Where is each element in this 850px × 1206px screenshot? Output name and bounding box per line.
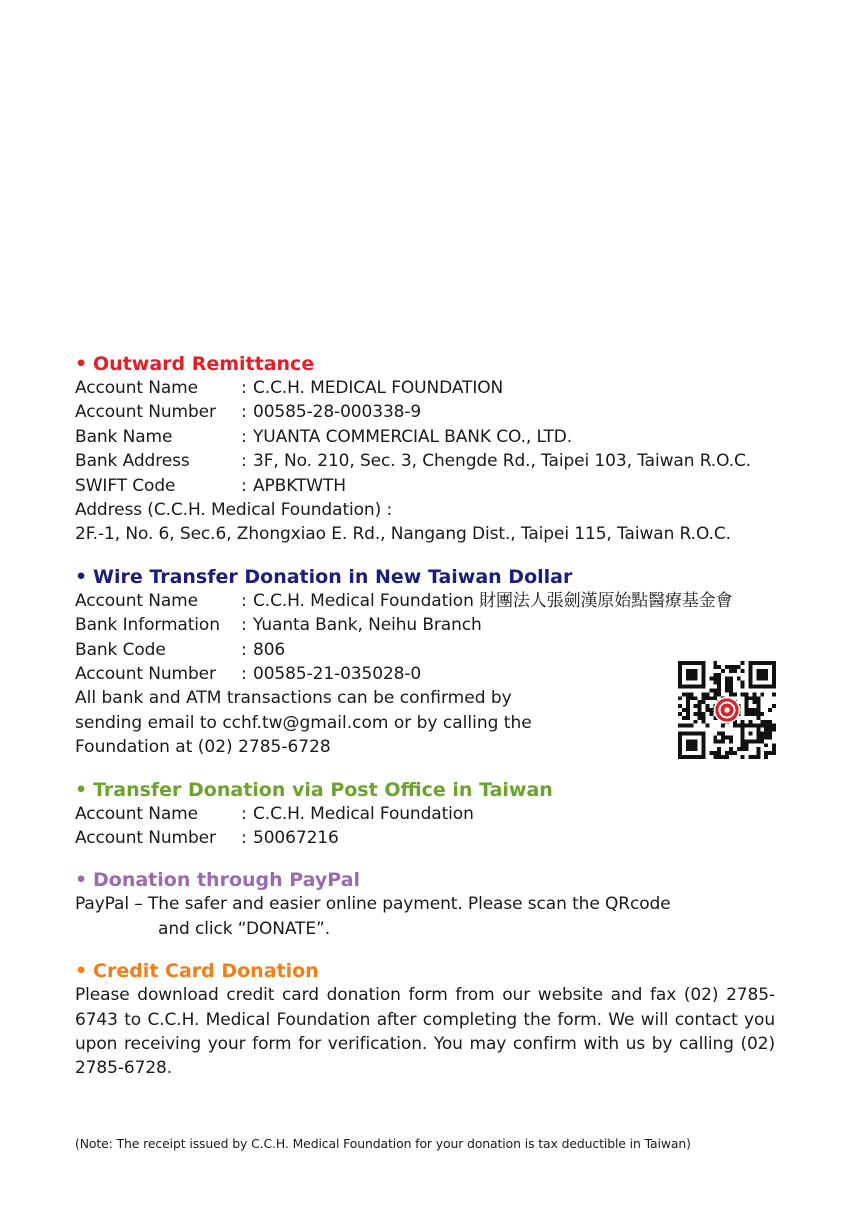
- wire-transfer-heading: • Wire Transfer Donation in New Taiwan Dollar: [75, 565, 573, 588]
- bullet-icon: •: [75, 353, 88, 375]
- credit-card-heading: • Credit Card Donation: [75, 960, 319, 983]
- info-row: Account Number : 50067216: [75, 827, 339, 848]
- donation-info: [75, 352, 775, 1099]
- post-office-section: [75, 778, 775, 851]
- info-row: Account Name : C.C.H. Medical Foundation 財團法人張劍漢原始點醫療基金會: [75, 590, 733, 611]
- foundation-address: 2F.-1, No. 6, Sec.6, Zhongxiao E. Rd., Nangang Dist., Taipei 115, Taiwan R.O.C.: [75, 524, 731, 545]
- paypal-heading: • Donation through PayPal: [75, 869, 361, 892]
- confirmation-note: All bank and ATM transactions can be confirmed by sending email to cchf.tw@gmail.com or by calling the Foundation at (02) 2785-6728: [75, 688, 532, 758]
- post-office-heading: • Transfer Donation via Post Office in Taiwan: [75, 778, 553, 801]
- paypal-section: [75, 868, 775, 941]
- wire-transfer-section: [75, 565, 775, 760]
- bullet-icon: •: [75, 778, 88, 801]
- info-row: Bank Information : Yuanta Bank, Neihu Branch: [75, 615, 482, 636]
- outward-remittance-section: [75, 352, 775, 547]
- info-row: Bank Code : 806: [75, 639, 286, 660]
- outward-remittance-heading: • Outward Remittance: [75, 353, 315, 375]
- info-row: Account Name : C.C.H. Medical Foundation: [75, 803, 474, 824]
- info-row: SWIFT Code : APBKTWTH: [75, 475, 346, 496]
- info-row: Bank Address : 3F, No. 210, Sec. 3, Chengde Rd., Taipei 103, Taiwan R.O.C.: [75, 451, 752, 472]
- paypal-description: PayPal – The safer and easier online payment. Please scan the QRcode: [75, 894, 671, 915]
- tax-deductible-note: (Note: The receipt issued by C.C.H. Medical Foundation for your donation is tax deductible in Taiwan): [75, 1136, 691, 1151]
- info-row: Account Number : 00585-28-000338-9: [75, 402, 422, 423]
- paypal-qr-code-icon: [678, 661, 776, 759]
- bullet-icon: •: [75, 869, 88, 892]
- address-label: Address (C.C.H. Medical Foundation) :: [75, 499, 393, 520]
- info-row: Account Number : 00585-21-035028-0: [75, 663, 422, 684]
- credit-card-section: [75, 959, 775, 1081]
- credit-card-instructions: Please download credit card donation form from our website and fax (02) 2785-6743 to C.C.H. Medical Foundation after completing the form. We will contact you upon receiving your form for verification. You may confirm with us by calling (02) 2785-6728.: [75, 985, 775, 1079]
- info-row: Bank Name : YUANTA COMMERCIAL BANK CO., LTD.: [75, 426, 573, 447]
- bullet-icon: •: [75, 565, 88, 588]
- bullet-icon: •: [75, 960, 88, 983]
- info-row: Account Name : C.C.H. MEDICAL FOUNDATION: [75, 378, 504, 398]
- paypal-instruction: and click “DONATE”.: [158, 918, 330, 939]
